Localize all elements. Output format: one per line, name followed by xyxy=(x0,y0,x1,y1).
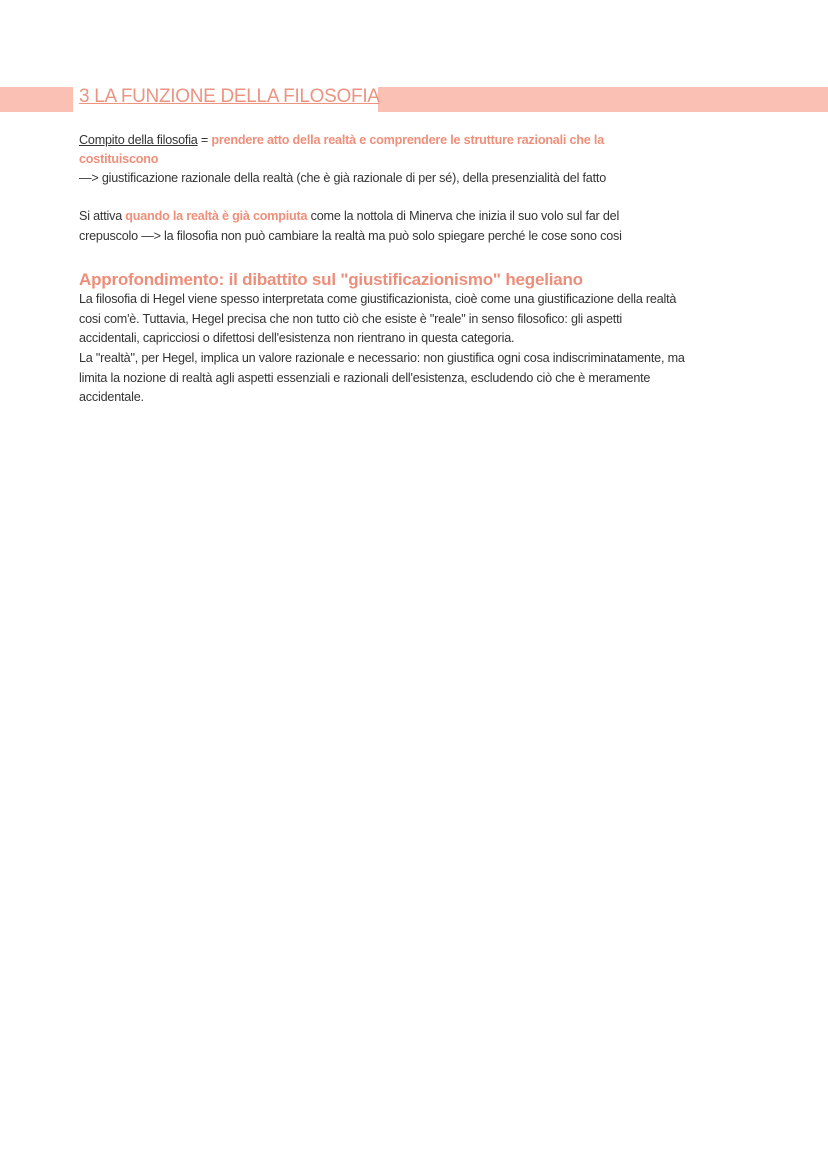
compito-definition: prendere atto della realtà e comprendere le strutture razionali che la xyxy=(211,133,605,147)
approfondimento-line: limita la nozione di realtà agli aspetti essenziali e razionali dell'esistenza, escludendo ciò che è meramente xyxy=(79,371,651,385)
approfondimento-heading: Approfondimento: il dibattito sul "giustificazionismo" hegeliano xyxy=(79,270,583,289)
approfondimento-line: La "realtà", per Hegel, implica un valore razionale e necessario: non giustifica ogni cosa indiscriminatamente, ma xyxy=(79,351,685,365)
attivazione-line xyxy=(79,209,619,223)
approfondimento-line: accidentali, capricciosi o difettosi dell'esistenza non rientrano in questa categoria. xyxy=(79,331,515,345)
compito-label: Compito della filosofia xyxy=(79,133,198,147)
compito-line xyxy=(79,133,604,147)
attivazione-highlight: quando la realtà è già compiuta xyxy=(125,209,308,223)
attivazione-line2: crepuscolo —> la filosofia non può cambiare la realtà ma può solo spiegare perché le cose sono cosi xyxy=(79,229,622,243)
compito-definition-cont: costituiscono xyxy=(79,152,159,166)
approfondimento-line: accidentale. xyxy=(79,390,144,404)
approfondimento-line: La filosofia di Hegel viene spesso interpretata come giustificazionista, cioè come una giustificazione della realtà xyxy=(79,292,677,306)
compito-consequence: —> giustificazione razionale della realtà (che è già razionale di per sé), della presenzialità del fatto xyxy=(79,171,606,185)
equals-sign: = xyxy=(197,133,212,147)
section-title: 3 LA FUNZIONE DELLA FILOSOFIA xyxy=(79,86,380,107)
attivazione-prefix: Si attiva xyxy=(79,209,126,223)
approfondimento-line: cosi com'è. Tuttavia, Hegel precisa che non tutto ciò che esiste è "reale" in senso filosofico: gli aspetti xyxy=(79,312,622,326)
attivazione-suffix: come la nottola di Minerva che inizia il suo volo sul far del xyxy=(307,209,620,223)
